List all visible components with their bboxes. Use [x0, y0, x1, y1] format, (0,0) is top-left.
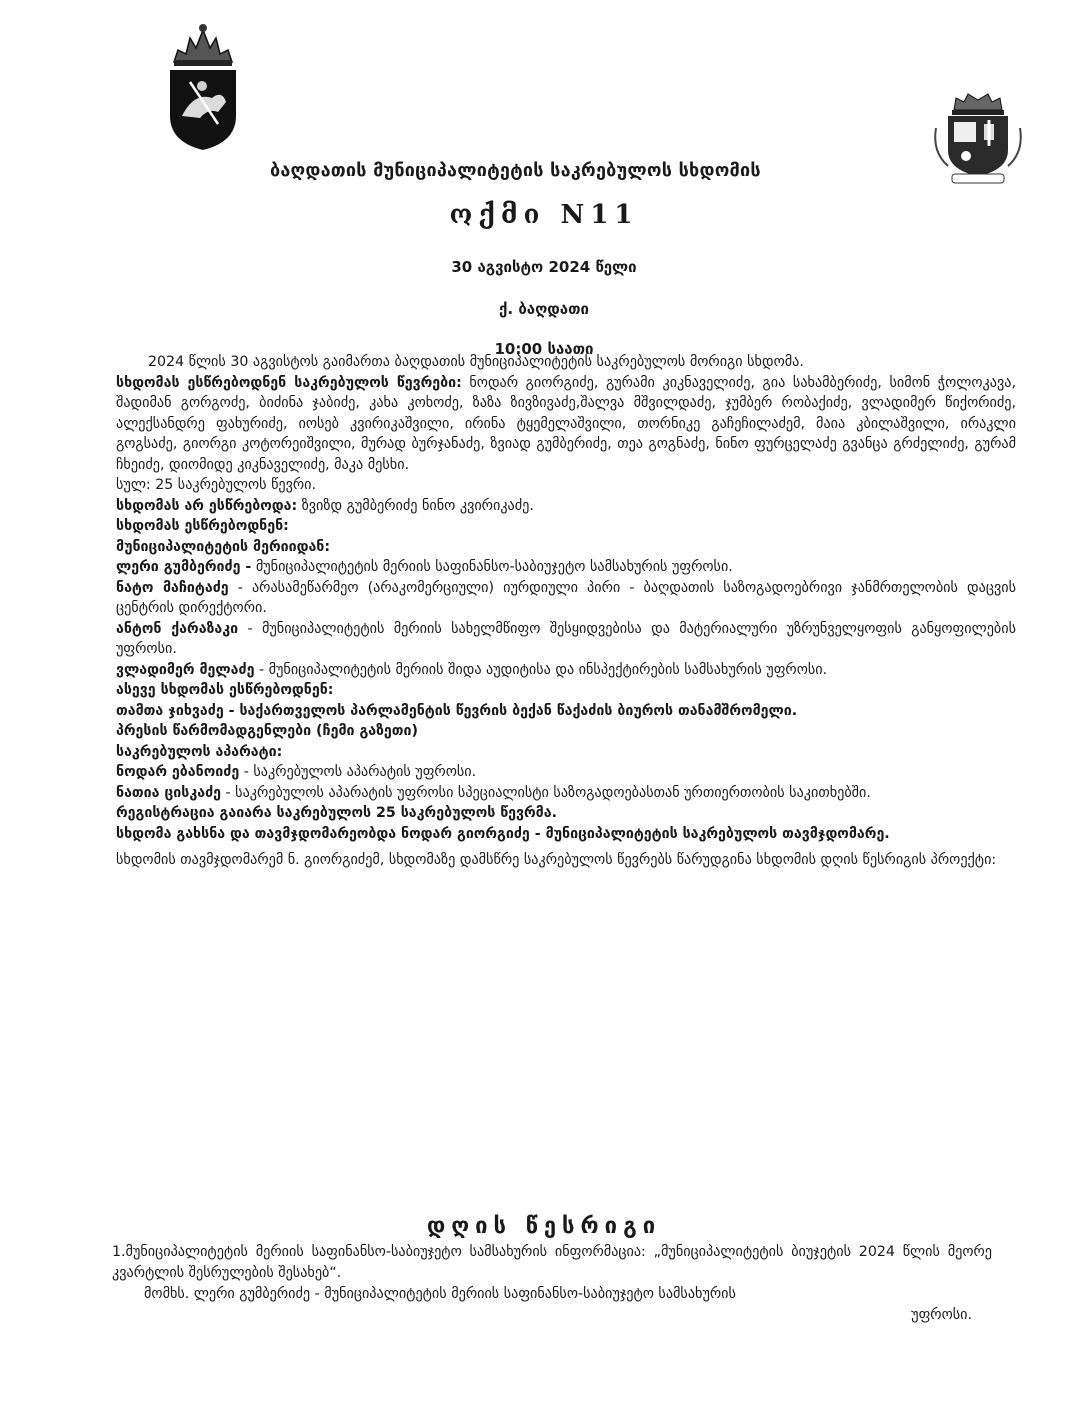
attended-label: სხდომას ესწრებოდნენ: — [116, 518, 289, 534]
agenda-title: დღის წესრიგი — [426, 1214, 662, 1239]
opening-line: სხდომა გახსნა და თავმჯდომარეობდა ნოდარ გიორგიძე - მუნიციპალიტეტის საკრებულოს თავმჯდომარე. — [116, 825, 890, 842]
registration-line: რეგისტრაცია გაიარა საკრებულოს 25 საკრებულოს წევრმა. — [116, 805, 557, 821]
agenda-item-1-speaker: მომხს. ლერი გუმბერიძე - მუნიციპალიტეტის მერიის საფინანსო-საბიუჯეტო სამსახურის — [144, 1286, 736, 1302]
apparatus-person: ნოდარ ებანოიძე - საკრებულოს აპარატის უფროსი. — [116, 764, 477, 780]
also-present-line-1: თამთა ჯიხვაძე - საქართველოს პარლამენტის წევრის ბექან წაქაძის ბიუროს თანამშრომელი. — [116, 702, 798, 719]
baghdati-coat-of-arms-icon — [930, 92, 1026, 186]
also-present-label: ასევე სხდომას ესწრებოდნენ: — [116, 682, 334, 698]
present-names: ნოდარ გიორგიძე, გურამი კიკნაველიძე, გია სახამბერიძე, სიმონ ჭოლოკავა, შადიმან გორგოძე, ბიძინა ჯაბიძე, კახა კოხოძე, ზაზა ზივზივაძე,შალვა მშვილდაძე, ჯუმბერ რობაქიძე, ვლადიმერ წიქორიძე, ალექსანდრე ფახურიძე, იოსებ კვირიკაშვილი, ირინა ტყემელაშვილი, თორნიკე გაჩეჩილაძემ, მაია კბილაშვილი, ირაკლი გოგსაძე, გიორგი კოტორეიშვილი, მურად ბურჯანაძე, ზვიად გუმბერიძე, თეა გოგნაძე, ნინო ფურცელაძე გვანცა გრძელიძე, გურამ ჩხეიძე, დიომიდე კიკნაველიძე, მაკა მესხი. — [116, 374, 1016, 473]
chair-note: სხდომის თავმჯდომარემ ნ. გიორგიძემ, სხდომაზე დამსწრე საკრებულოს წევრებს წარუდგინა სხდომის დღის წესრიგის პროექტი: — [116, 852, 997, 868]
present-label: სხდომას ესწრებოდნენ საკრებულოს წევრები: — [116, 374, 462, 391]
agenda-item-1-speaker-end: უფროსი. — [911, 1307, 972, 1323]
absent-names: ზვიზდ გუმბერიძე ნინო კვირიკაძე. — [301, 497, 534, 514]
mayor-office-person: ანტონ ქარაზაკი - მუნიციპალიტეტის მერიის სახელმწიფო შესყიდვებისა და მატერიალური უზრუნველყოფის განყოფილების უფროსი. — [116, 620, 1017, 657]
header-title: ბაღდათის მუნიციპალიტეტის საკრებულოს სხდომის — [270, 160, 761, 181]
agenda-list — [112, 1242, 992, 1326]
absent-label: სხდომას არ ესწრებოდა: — [116, 497, 298, 514]
mayor-office-person: ლერი გუმბერიძე - მუნიციპალიტეტის მერიის საფინანსო-საბიუჯეტო სამსახურის უფროსი. — [116, 559, 733, 575]
present-total: სულ: 25 საკრებულოს წევრი. — [116, 477, 317, 493]
agenda-item-1: 1.მუნიციპალიტეტის მერიის საფინანსო-საბიუჯეტო სამსახურის ინფორმაცია: „მუნიციპალიტეტის ბიუჯეტის 2024 წლის მეორე კვარტლის შესრულების შესახებ“. — [112, 1244, 992, 1281]
mayor-office-label: მუნიციპალიტეტის მერიიდან: — [116, 538, 331, 555]
meeting-time: 10:00 საათი — [494, 340, 594, 358]
intro-paragraph: 2024 წლის 30 აგვისტოს გაიმართა ბაღდათის მუნიციპალიტეტის საკრებულოს მორიგი სხდომა. — [148, 354, 804, 370]
meeting-date: 30 აგვისტო 2024 წელი — [451, 258, 637, 276]
present-members — [116, 373, 1016, 476]
mayor-office-person: ვლადიმერ მელაძე - მუნიციპალიტეტის მერიის შიდა აუდიტისა და ინსპექტირების სამსახურის უფროსი. — [116, 661, 828, 678]
document-number: ოქმი N11 — [449, 200, 639, 230]
meeting-city: ქ. ბაღდათი — [499, 300, 589, 318]
also-present-line-2: პრესის წარმომადგენლები (ჩემი გაზეთი) — [116, 723, 419, 739]
georgia-coat-of-arms-icon — [160, 20, 246, 152]
mayor-office-person: ნატო მაჩიტაძე - არასამეწარმეო (არაკომერციული) იურდიული პირი - ბაღდათის საზოგადოებრივი ჯანმრთელობის დაცვის ცენტრის დირექტორი. — [116, 579, 1016, 616]
apparatus-person: ნათია ცისკაძე - საკრებულოს აპარატის უფროსი სპეციალისტი საზოგადოებასთან ურთიერთობის საკითხებში. — [116, 784, 871, 801]
apparatus-label: საკრებულოს აპარატი: — [116, 743, 283, 760]
absent-members — [116, 496, 1016, 517]
minutes-body — [116, 352, 1016, 871]
